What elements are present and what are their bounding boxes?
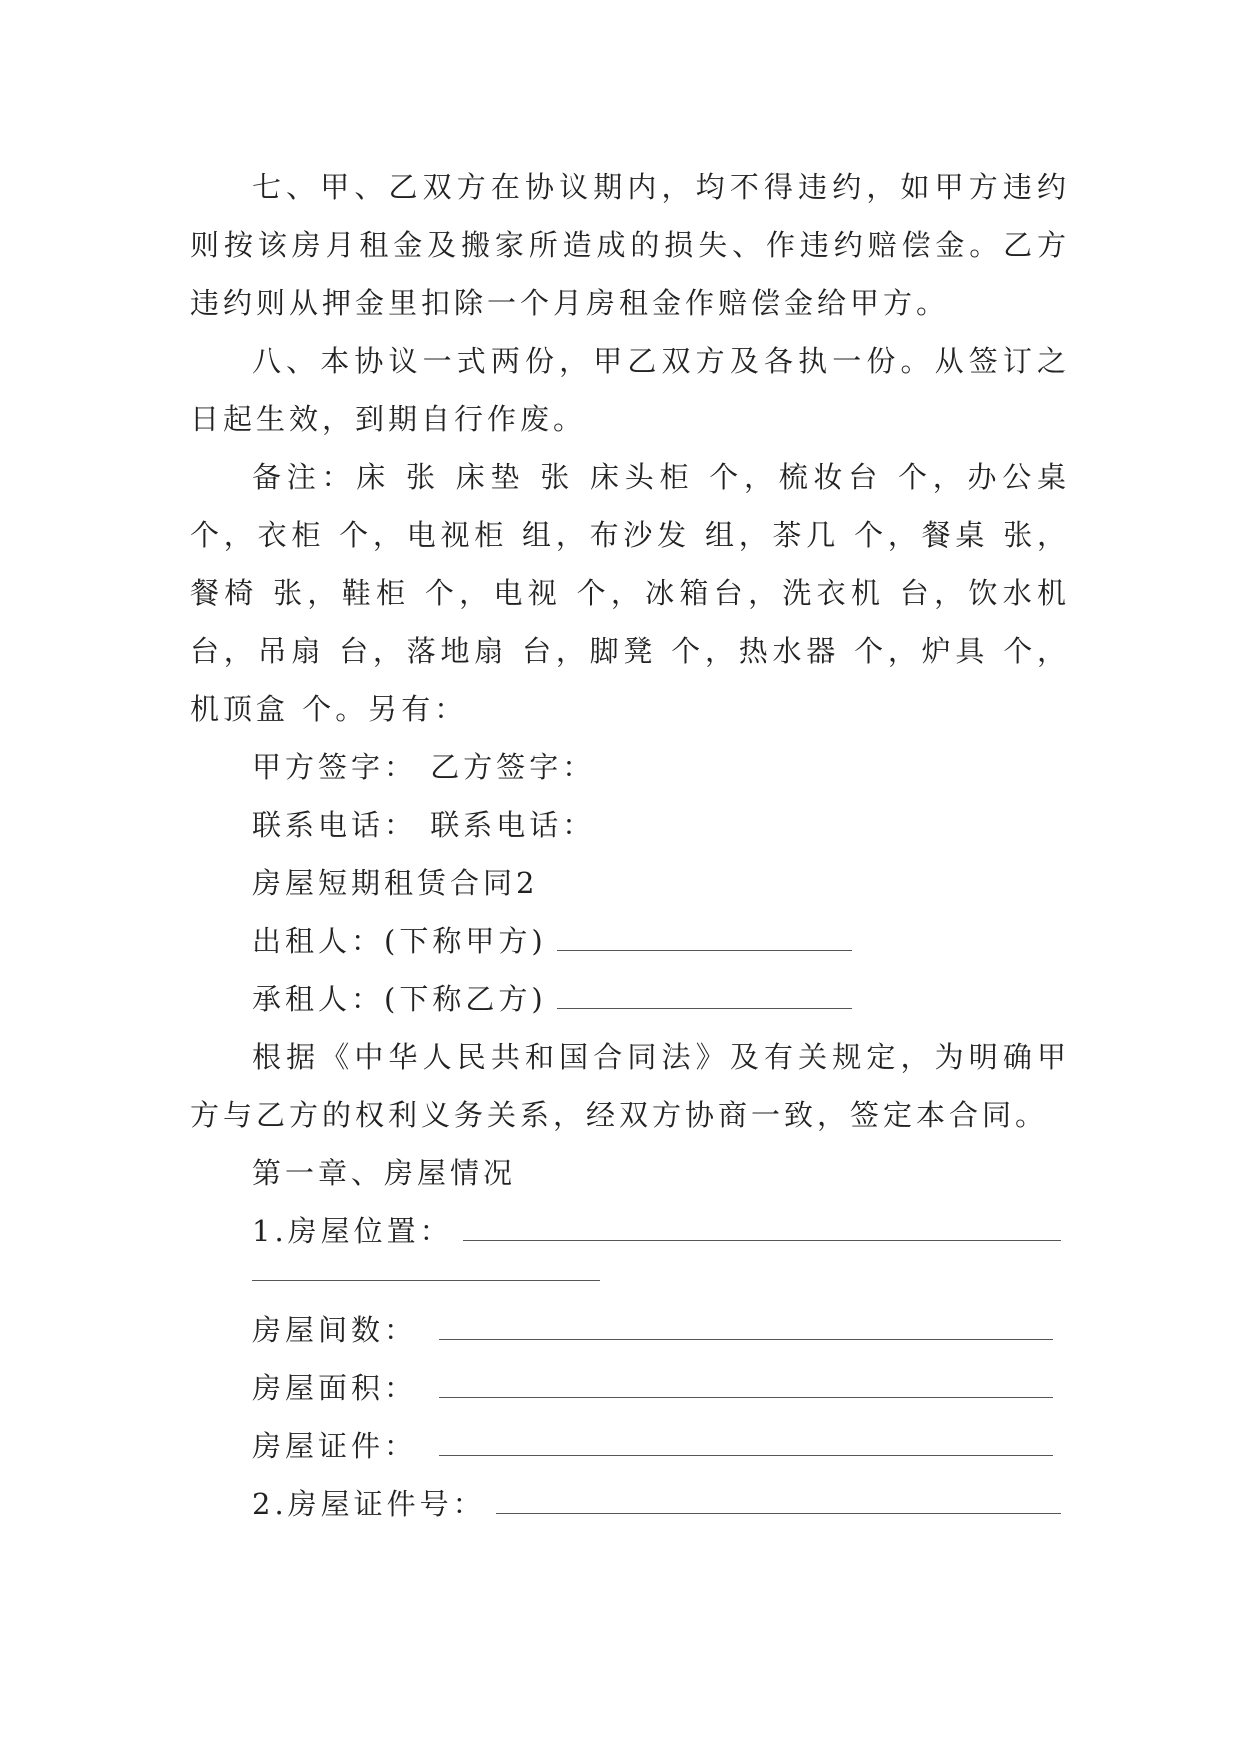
lessee-blank xyxy=(557,986,852,1009)
location-blank xyxy=(463,1218,1061,1241)
cert-no-blank xyxy=(496,1491,1061,1514)
location-line xyxy=(190,1202,1070,1260)
certificate-line xyxy=(190,1417,1070,1475)
clause-eight: 八、本协议一式两份，甲乙双方及各执一份。从签订之日起生效，到期自行作废。 xyxy=(190,344,1070,436)
document-page xyxy=(190,158,1070,1533)
lessor-blank xyxy=(557,928,852,951)
location-blank-continued xyxy=(252,1260,600,1281)
certificate-blank xyxy=(439,1433,1053,1456)
lessee-line xyxy=(190,970,1070,1028)
rooms-blank xyxy=(439,1317,1053,1340)
area-label: 房屋面积： xyxy=(252,1371,418,1405)
lessor-label: 出租人：(下称甲方) xyxy=(252,924,547,958)
signature-line: 甲方签字： 乙方签字： xyxy=(252,750,596,784)
clause-seven: 七、甲、乙双方在协议期内，均不得违约，如甲方违约则按该房月租金及搬家所造成的损失、作违约赔偿金。乙方违约则从押金里扣除一个月房租金作赔偿金给甲方。 xyxy=(190,170,1070,320)
remark-paragraph: 备注：床 张 床垫 张 床头柜 个，梳妆台 个，办公桌 个，衣柜 个，电视柜 组，布沙发 组，茶几 个，餐桌 张，餐椅 张，鞋柜 个，电视 个，冰箱台，洗衣机 台，饮水机 台，吊扇 台，落地扇 台，脚凳 个，热水器 个，炉具 个，机顶盒 个。另有： xyxy=(190,460,1070,726)
basis-paragraph: 根据《中华人民共和国合同法》及有关规定，为明确甲方与乙方的权利义务关系，经双方协商一致，签定本合同。 xyxy=(190,1040,1070,1132)
rooms-label: 房屋间数： xyxy=(252,1313,418,1347)
cert-no-line xyxy=(190,1475,1070,1533)
area-blank xyxy=(439,1375,1053,1398)
area-line xyxy=(190,1359,1070,1417)
chapter-heading: 第一章、房屋情况 xyxy=(252,1156,517,1190)
certificate-label: 房屋证件： xyxy=(252,1429,418,1463)
lessee-label: 承租人：(下称乙方) xyxy=(252,982,547,1016)
contract-title: 房屋短期租赁合同2 xyxy=(252,866,539,900)
cert-no-label: 2.房屋证件号： xyxy=(252,1487,486,1521)
phone-line: 联系电话： 联系电话： xyxy=(252,808,596,842)
rooms-line xyxy=(190,1301,1070,1359)
location-label: 1.房屋位置： xyxy=(252,1214,453,1248)
lessor-line xyxy=(190,912,1070,970)
